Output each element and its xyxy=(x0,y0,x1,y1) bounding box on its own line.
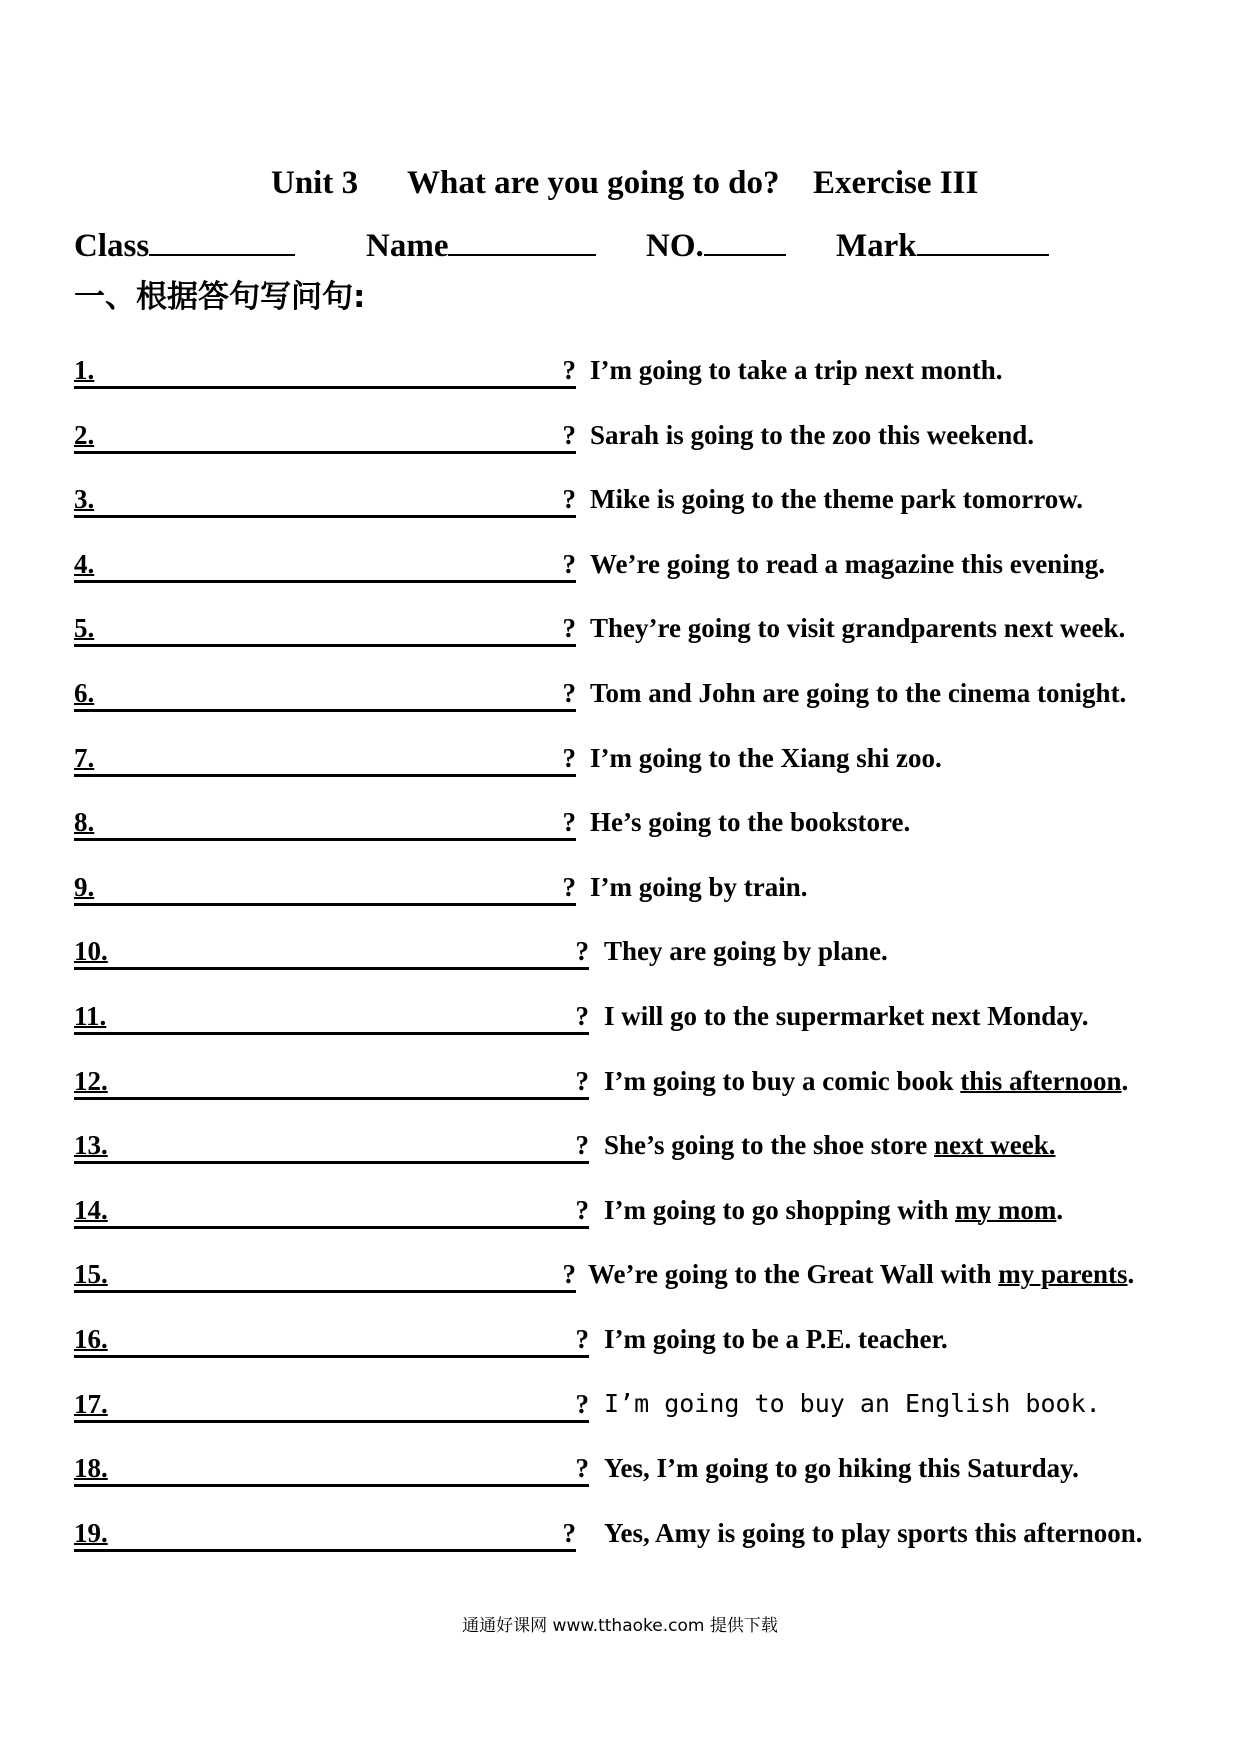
question-mark: ? xyxy=(575,1065,589,1096)
question-answer-line[interactable] xyxy=(74,998,589,1035)
name-blank[interactable] xyxy=(448,218,596,256)
question-row xyxy=(0,1119,1240,1167)
question-number: 18. xyxy=(74,1453,108,1484)
question-number: 3. xyxy=(74,484,95,515)
answer-sentence xyxy=(590,740,942,776)
question-answer-line[interactable] xyxy=(74,740,576,777)
question-number: 5. xyxy=(74,613,95,644)
answer-sentence xyxy=(604,1386,1101,1422)
exercise-label: Exercise III xyxy=(813,165,979,201)
answer-sentence xyxy=(588,1256,1134,1292)
question-answer-line[interactable] xyxy=(74,352,576,389)
question-number: 9. xyxy=(74,871,95,902)
answer-sentence xyxy=(590,610,1125,646)
question-number: 12. xyxy=(74,1065,108,1096)
answer-sentence xyxy=(604,998,1088,1034)
question-mark: ? xyxy=(575,1194,589,1225)
answer-sentence xyxy=(590,869,808,905)
mark-blank[interactable] xyxy=(917,218,1049,256)
question-row xyxy=(0,861,1240,909)
question-mark: ? xyxy=(562,548,576,579)
question-answer-line[interactable] xyxy=(74,610,576,647)
question-answer-line[interactable] xyxy=(74,417,576,454)
question-row xyxy=(0,344,1240,392)
answer-text-end: . xyxy=(1127,1259,1135,1290)
question-mark: ? xyxy=(562,871,576,902)
question-answer-line[interactable] xyxy=(74,1321,589,1358)
question-mark: ? xyxy=(575,1453,589,1484)
section-title: 一、根据答句写问句: xyxy=(74,279,366,315)
number-label: NO. xyxy=(646,228,704,264)
answer-sentence xyxy=(604,933,888,969)
question-answer-line[interactable] xyxy=(74,869,576,906)
question-answer-line[interactable] xyxy=(74,1515,576,1552)
question-row xyxy=(0,538,1240,586)
question-mark: ? xyxy=(562,613,576,644)
question-row xyxy=(0,1378,1240,1426)
answer-sentence xyxy=(604,1321,948,1357)
answer-text: He’s going to the bookstore. xyxy=(590,807,911,838)
answer-sentence xyxy=(604,1127,1055,1163)
question-row xyxy=(0,732,1240,780)
question-mark: ? xyxy=(575,1130,589,1161)
answer-text: I will go to the supermarket next Monday. xyxy=(604,1001,1089,1031)
answer-text: I’m going to buy a comic book xyxy=(604,1065,961,1096)
question-row xyxy=(0,1442,1240,1490)
answer-sentence xyxy=(590,804,910,840)
answer-sentence xyxy=(604,1063,1128,1099)
question-row xyxy=(0,1313,1240,1361)
name-label: Name xyxy=(366,228,449,264)
question-row xyxy=(0,925,1240,973)
question-mark: ? xyxy=(575,1001,589,1031)
question-mark: ? xyxy=(562,419,576,450)
question-row xyxy=(0,990,1240,1038)
answer-text: She’s going to the shoe store xyxy=(604,1130,934,1161)
question-number: 19. xyxy=(74,1517,108,1548)
question-number: 10. xyxy=(74,936,108,967)
question-row xyxy=(0,409,1240,457)
question-answer-line[interactable] xyxy=(74,1450,589,1487)
question-row xyxy=(0,1507,1240,1555)
answer-sentence xyxy=(604,1192,1063,1228)
worksheet-title xyxy=(0,158,1240,208)
answer-text: Yes, Amy is going to play sports this afternoon. xyxy=(604,1517,1143,1548)
question-mark: ? xyxy=(562,807,576,838)
question-mark: ? xyxy=(562,678,576,708)
answer-underlined-phrase: next week. xyxy=(934,1130,1056,1161)
question-row xyxy=(0,1184,1240,1232)
answer-sentence xyxy=(590,675,1126,711)
answer-text: I’m going to the Xiang shi zoo. xyxy=(590,742,942,773)
answer-text: I’m going by train. xyxy=(590,871,808,902)
question-row xyxy=(0,602,1240,650)
unit-label: Unit 3 xyxy=(271,165,359,201)
answer-text: Mike is going to the theme park tomorrow. xyxy=(590,484,1083,515)
answer-sentence xyxy=(590,546,1105,582)
question-number: 6. xyxy=(74,678,95,708)
answer-text: They are going by plane. xyxy=(604,936,888,967)
question-answer-line[interactable] xyxy=(74,1256,576,1293)
question-mark: ? xyxy=(575,1388,589,1419)
answer-text: Tom and John are going to the cinema tonight. xyxy=(590,678,1127,708)
answer-text-end: . xyxy=(1056,1194,1064,1225)
answer-text: I’m going to buy an English book. xyxy=(604,1388,1101,1418)
answer-text: Yes, I’m going to go hiking this Saturday. xyxy=(604,1453,1079,1484)
question-number: 2. xyxy=(74,419,95,450)
footer-credit: 通通好课网 www.tthaoke.com 提供下载 xyxy=(462,1616,778,1636)
question-answer-line[interactable] xyxy=(74,481,576,518)
mark-label: Mark xyxy=(836,228,917,264)
question-mark: ? xyxy=(575,1324,589,1354)
answer-text-end: . xyxy=(1121,1065,1129,1096)
answer-underlined-phrase: this afternoon xyxy=(960,1065,1122,1096)
question-number: 4. xyxy=(74,548,95,579)
answer-sentence xyxy=(590,481,1083,517)
class-blank[interactable] xyxy=(149,218,295,256)
answer-sentence xyxy=(590,352,1003,388)
answer-text: Sarah is going to the zoo this weekend. xyxy=(590,419,1035,450)
answer-sentence xyxy=(604,1515,1143,1551)
answer-text: They’re going to visit grandparents next week. xyxy=(590,613,1126,644)
question-answer-line[interactable] xyxy=(74,1192,589,1229)
question-mark: ? xyxy=(562,484,576,515)
class-field xyxy=(74,218,295,271)
question-number: 11. xyxy=(74,1001,107,1031)
number-blank[interactable] xyxy=(704,218,786,256)
mark-field xyxy=(836,218,1049,271)
question-number: 7. xyxy=(74,742,95,773)
answer-text: I’m going to go shopping with xyxy=(604,1194,956,1225)
question-row xyxy=(0,667,1240,715)
question-answer-line[interactable] xyxy=(74,1386,589,1423)
question-number: 16. xyxy=(74,1324,108,1354)
question-answer-line[interactable] xyxy=(74,1127,589,1164)
question-mark: ? xyxy=(562,355,576,385)
question-row xyxy=(0,1055,1240,1103)
question-mark: ? xyxy=(562,742,576,773)
question-number: 17. xyxy=(74,1388,108,1419)
answer-text: We’re going to the Great Wall with xyxy=(588,1259,999,1290)
name-field xyxy=(366,218,596,271)
question-mark: ? xyxy=(575,936,589,967)
question-number: 15. xyxy=(74,1259,108,1290)
class-label: Class xyxy=(74,228,150,264)
question-number: 13. xyxy=(74,1130,108,1161)
question-row xyxy=(0,1248,1240,1296)
answer-text: We’re going to read a magazine this evening. xyxy=(590,548,1105,579)
answer-sentence xyxy=(604,1450,1079,1486)
question-number: 8. xyxy=(74,807,95,838)
question-mark: ? xyxy=(562,1259,576,1290)
answer-underlined-phrase: my mom xyxy=(955,1194,1057,1225)
answer-text: I’m going to be a P.E. teacher. xyxy=(604,1324,948,1354)
answer-underlined-phrase: my parents xyxy=(998,1259,1128,1290)
question-answer-line[interactable] xyxy=(74,1063,589,1100)
question-answer-line[interactable] xyxy=(74,546,576,583)
question-row xyxy=(0,473,1240,521)
question-answer-line[interactable] xyxy=(74,804,576,841)
topic-label: What are you going to do? xyxy=(407,165,780,201)
answer-sentence xyxy=(590,417,1034,453)
question-number: 14. xyxy=(74,1194,108,1225)
number-field xyxy=(646,218,786,271)
answer-text: I’m going to take a trip next month. xyxy=(590,355,1003,385)
question-number: 1. xyxy=(74,355,95,385)
question-row xyxy=(0,796,1240,844)
question-mark: ? xyxy=(562,1517,576,1548)
question-answer-line[interactable] xyxy=(74,933,589,970)
question-answer-line[interactable] xyxy=(74,675,576,712)
